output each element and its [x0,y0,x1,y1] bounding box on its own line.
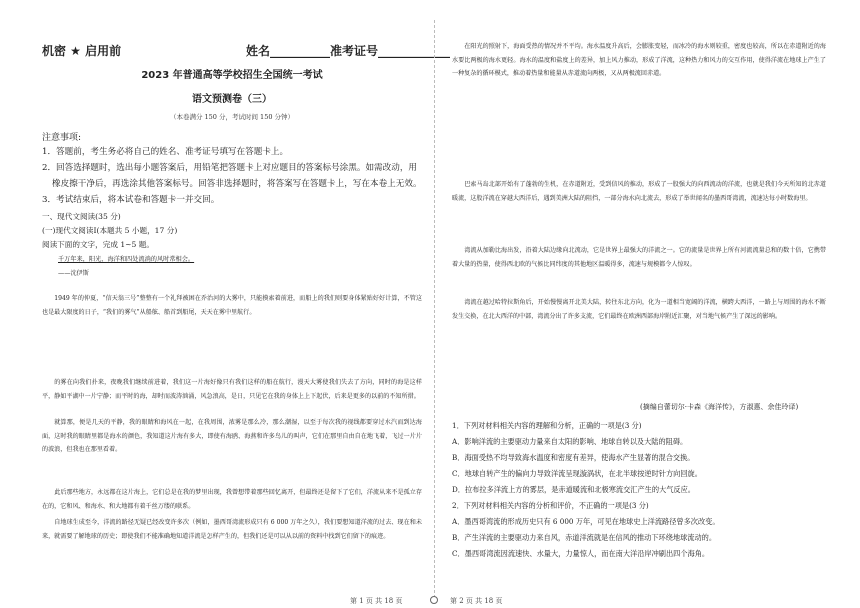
exam-note: （本卷满分 150 分，考试时间 150 分钟） [169,113,295,121]
answer-option: C．地球自转产生的偏向力导致洋流呈现漩涡状，在北半球按逆时针方向回旋。 [452,469,702,478]
passage-paragraph: 湾流从加勒比海出发，沿着大陆边缘向北流动，它是世界上最强大的洋流之一。它的流量是世界上所有河流流量总和的数十倍，它携带着大量的热量，使得西北欧的气候比同纬度的其他地区温暖得多，流速与规模都令人惊叹。 [452,247,826,268]
column-divider [434,20,435,598]
passage-paragraph: 就算那，便是几天的平静，我的眼睛和海风在一起，在我周围，浓雾是那么冷，那么潮湿，以至于每次我的视线都要穿过水汽而到达海面，这时我的眼睛里都是海水的颜色，我知道这片海有多大，即使有海鸥、海燕和许多鸟儿的叫声，它们在那里自由自在地飞着，飞过一片片的波浪，但我也在那里看着。 [42,419,422,454]
exam-title: 2023 年普通高等学校招生全国统一考试 [141,70,323,81]
answer-option: B．海面受热不均导致海水温度和密度有差异，使海水产生显著的混合交换。 [452,453,695,462]
passage-paragraph: 此后那些地方，永远都在这片海上，它们总是在我的梦里出现，我曾想带着那些回忆离开，但最终还是留下了它们，洋流从来不是孤立存在的，它和风、和海水、和大地都有着千丝万缕的联系。 [42,489,422,510]
passage-paragraph: 巴索马岛北部开始有了蓬勃的生机，在赤道附近，受到信风的推动，形成了一股强大的向西流动的洋流，也就是我们今天所知的北赤道暖流，这股洋流在穿越大西洋后，遇到美洲大陆的阻挡，一部分海水向北流去，形成了举世闻名的墨西哥湾流，流速达每小时数海里。 [452,181,826,202]
exam-header [42,42,451,58]
exam-subtitle: 语文预测卷（三） [192,94,272,105]
notes-list [42,144,422,208]
note-item: 2．回答选择题时，选出每小题答案后，用铅笔把答题卡上对应题目的答案标号涂黑。如需改动，用 [42,163,418,173]
passage-paragraph: 1949 年的仲夏，“信天翁三号”整整有一个礼拜被困在乔治河的大雾中，只能摸索着前进，而船上的我们则要身体紧贴好好计算，不管这也是最大限度的日子，“我们的雾气”从船舷、船首到船尾，天天在雾中里航行。 [42,295,422,316]
page-number-left: 第 1 页 共 18 页 [350,597,403,605]
note-item: 1．答题前，考生务必将自己的姓名、准考证号填写在答题卡上。 [42,147,289,157]
note-item: 橡皮擦干净后，再选涂其他答案标号。回答非选择题时，将答案写在答题卡上，写在本卷上无效。 [52,179,422,189]
answer-option: A．墨西哥湾流的形成历史只有 6 000 万年，可见在地球史上洋流路径曾多次改变。 [452,517,720,526]
answer-option: C．墨西哥湾流因流速快、水量大，力量惊人，而在南大洋沿岸冲刷出四个海角。 [452,549,710,558]
epigraph-text: 千万年来，阳光、海洋和四处流淌的风时常相会。 [58,256,195,263]
passage-paragraph: 在阳光的照射下，海面受热的情况并不平均。海水温度升高后，会膨胀变轻，而冰冷的海水则较重，密度也较高，所以在赤道附近的海水要比两极的海水更轻。海水的温度和盐度上的差异，加上风力推动，形成了洋流，这种热力和风力的交互作用，使得洋流在地球上产生了一种复杂的循环模式，推动着热量和能量从赤道流向两极，又从两极流回赤道。 [452,43,826,78]
answer-option: A．影响洋流的主要驱动力量来自太阳的影响、地球自转以及大陆的阻碍。 [452,437,688,446]
name-label: 姓名 [246,44,271,58]
confidential-label: 机密 ★ 启用前 [42,44,122,58]
candidate-info-field [246,42,450,59]
answer-option: D．拉布拉多洋流上方的雾层，是赤道暖流和北极寒流交汇产生的大气反应。 [452,485,695,494]
reading-instruction: 阅读下面的文字，完成 1~5 题。 [42,240,154,249]
question-stem: 2．下列对材料相关内容的分析和评价，不正确的一项是(3 分) [452,501,649,510]
passage-paragraph: 的雾在向我们扑来，夜晚我们继续前进着，我们这一片海好像只有我们这样的船在航行，漫天大雾使我们失去了方向，同时的海是这样平，静如平湖中一片宁静；而平时的海，却时而波涛汹涌，风急浪高，是日，只见它在我的身体上上下起伏，后来是更多的以前的不知所措。 [42,379,422,400]
id-blank: ____________ [378,44,451,58]
passage-paragraph: 自地球生成至今，洋流的路径无疑已经改变许多次（例如，墨西哥湾流形成只有 6 000 万年之久），我们要想知道洋流的过去、现在和未来，就需要了解地球的历史；即使我们不能准确地知道洋流是怎样产生的，但我们还是可以从以前的资料中找到它们留下的痕迹。 [42,519,422,540]
epigraph [58,254,194,263]
passage-source: (摘编自蕾切尔·卡森《海洋传》，方淑惠、余佳玲译) [640,403,799,411]
question-stem: 1．下列对材料相关内容的理解和分析，正确的一项是(3 分) [452,421,642,430]
note-item: 3．考试结束后，将本试卷和答题卡一并交回。 [42,195,220,205]
binding-hole-icon [430,596,438,604]
passage-paragraph: 湾流在越过哈特拉斯角后，开始慢慢离开北美大陆，转往东北方向，化为一道相当宽阔的洋流，横跨大西洋，一路上与周围的海水不断发生交换，在北大西洋的中部，湾流分出了许多支流，它们最终在欧洲西部海岸附近汇聚，对当地气候产生了深远的影响。 [452,299,826,320]
subsection-title: (一)现代文阅读Ⅰ(本题共 5 小题，17 分) [42,226,178,235]
page-number-right: 第 2 页 共 18 页 [450,597,503,605]
id-label: 准考证号 [330,44,379,58]
section-title: 一、现代文阅读(35 分) [42,212,121,221]
answer-option: B．产生洋流的主要驱动力来自风，赤道洋流就是在信风的推动下环绕地球流动的。 [452,533,717,542]
epigraph-author: ——沈伊斯 [58,270,89,277]
notes-title: 注意事项: [42,133,82,143]
name-blank: __________ [270,44,331,58]
